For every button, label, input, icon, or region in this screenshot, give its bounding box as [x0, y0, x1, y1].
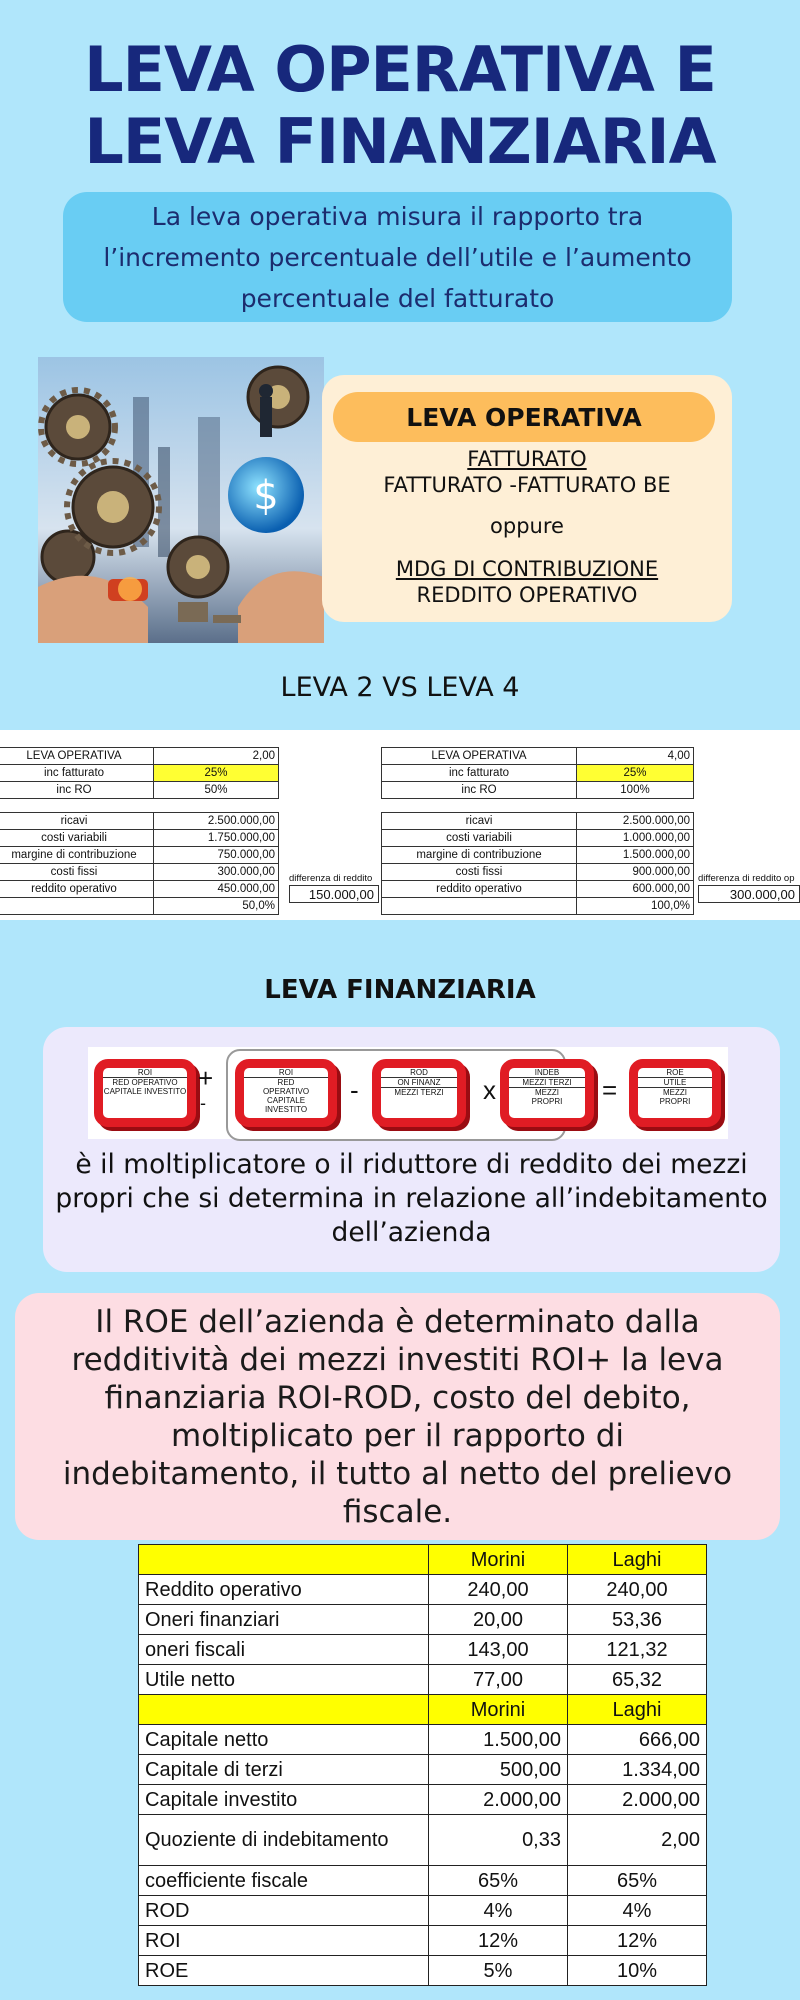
formula-or: oppure [490, 514, 564, 538]
cell: 900.000,00 [577, 864, 694, 881]
table-cell: 2.000,00 [568, 1785, 707, 1815]
cell [382, 898, 577, 915]
table-cell: Oneri finanziari [139, 1605, 429, 1635]
table-cell: Capitale di terzi [139, 1755, 429, 1785]
table-cell: 666,00 [568, 1725, 707, 1755]
table-cell: 1.500,00 [429, 1725, 568, 1755]
table-cell: 10% [568, 1956, 707, 1986]
cell: 50,0% [154, 898, 279, 915]
formula-box-rod [372, 1059, 466, 1127]
cell: LEVA OPERATIVA [0, 748, 154, 765]
formula-minus: - [350, 1075, 359, 1105]
table-cell: Reddito operativo [139, 1575, 429, 1605]
cell: ricavi [382, 813, 577, 830]
leva-finanziaria-heading: LEVA FINANZIARIA [264, 975, 536, 1005]
table-cell: oneri fiscali [139, 1635, 429, 1665]
cell: 2.500.000,00 [154, 813, 279, 830]
cell: 2.500.000,00 [577, 813, 694, 830]
formula-plus: + [198, 1063, 214, 1093]
sheet-2-table [381, 812, 694, 915]
table-cell: 65,32 [568, 1665, 707, 1695]
table-cell: 53,36 [568, 1605, 707, 1635]
sheet-1-diff-value: 150.000,00 [289, 885, 379, 903]
table-cell: ROE [139, 1956, 429, 1986]
formula-text: ON FINANZ [381, 1077, 457, 1087]
roe-comparison-table [138, 1544, 707, 1986]
table-cell: Laghi [568, 1695, 707, 1725]
cell: LEVA OPERATIVA [382, 748, 577, 765]
table-cell: 77,00 [429, 1665, 568, 1695]
table-cell: Utile netto [139, 1665, 429, 1695]
cell: 1.000.000,00 [577, 830, 694, 847]
cell: 25% [577, 765, 694, 782]
formula-text: INDEB [534, 1068, 560, 1077]
formula-text: MEZZI TERZI [509, 1077, 585, 1087]
formula-box-roe [629, 1059, 721, 1127]
title-line-1: LEVA OPERATIVA E [84, 33, 716, 106]
formula-text: MEZZI TERZI [381, 1087, 457, 1097]
table-row [139, 1605, 707, 1635]
table-row [139, 1785, 707, 1815]
cell: 300.000,00 [154, 864, 279, 881]
table-cell: 20,00 [429, 1605, 568, 1635]
gears-business-illustration [38, 357, 324, 643]
table-cell: 65% [429, 1866, 568, 1896]
cell [0, 898, 154, 915]
table-header-row [139, 1545, 707, 1575]
intro-text: La leva operativa misura il rapporto tra l’incremento percentuale dell’utile e l’aumento percentuale del fatturato [103, 201, 692, 313]
table-row [139, 1635, 707, 1665]
table-cell: 1.334,00 [568, 1755, 707, 1785]
table-cell: 4% [568, 1896, 707, 1926]
cell: reddito operativo [0, 881, 154, 898]
cell: 100% [577, 782, 694, 799]
cell: costi variabili [382, 830, 577, 847]
table-cell: ROI [139, 1926, 429, 1956]
sheet-1-summary [0, 747, 279, 799]
cell: 2,00 [154, 748, 279, 765]
cell: ricavi [0, 813, 154, 830]
table-cell: Capitale netto [139, 1725, 429, 1755]
formula-text: PROPRI [659, 1097, 691, 1106]
cell: 100,0% [577, 898, 694, 915]
table-cell: Quoziente di indebitamento [139, 1815, 429, 1866]
page-title [0, 34, 800, 178]
cell: 450.000,00 [154, 881, 279, 898]
formula-box-roi-2 [235, 1059, 337, 1127]
table-row [139, 1575, 707, 1605]
leva-comparison-title: LEVA 2 VS LEVA 4 [280, 672, 520, 703]
formula-equals: = [602, 1075, 618, 1105]
roe-explanation-text: Il ROE dell’azienda è determinato dalla redditività dei mezzi investiti ROI+ la leva finanziaria ROI-ROD, costo del debito, moltiplicato per il rapporto di indebitamento, il tutto al netto del prelievo fiscale. [62, 1303, 733, 1530]
table-row [139, 1866, 707, 1896]
table-cell: 12% [568, 1926, 707, 1956]
table-row [139, 1665, 707, 1695]
sheet-1-table [0, 812, 279, 915]
table-cell: Morini [429, 1545, 568, 1575]
formula2-numerator: MDG DI CONTRIBUZIONE [395, 557, 659, 581]
table-cell: 240,00 [568, 1575, 707, 1605]
table-cell: 0,33 [429, 1815, 568, 1866]
table-row [139, 1755, 707, 1785]
cell: 750.000,00 [154, 847, 279, 864]
formula-text: ROI [278, 1068, 294, 1077]
formula-text: ROD [410, 1068, 428, 1077]
leva-operativa-heading-text: LEVA OPERATIVA [406, 402, 642, 432]
table-cell: 5% [429, 1956, 568, 1986]
formula-text: MEZZI [509, 1087, 585, 1097]
cell: 4,00 [577, 748, 694, 765]
leva-operativa-heading [333, 392, 715, 442]
cell: 1.500.000,00 [577, 847, 694, 864]
table-cell: 500,00 [429, 1755, 568, 1785]
table-row [139, 1815, 707, 1866]
table-cell: 4% [429, 1896, 568, 1926]
spreadsheet-comparison [0, 730, 800, 920]
title-line-2: LEVA FINANZIARIA [84, 105, 716, 178]
cell: costi fissi [0, 864, 154, 881]
formula-text: RED OPERATIVO [103, 1077, 187, 1087]
formula-box-roi [94, 1059, 196, 1127]
formula-text: INVESTITO [264, 1105, 308, 1114]
table-cell: 65% [568, 1866, 707, 1896]
cell: margine di contribuzione [382, 847, 577, 864]
formula-times: x [483, 1075, 496, 1105]
cell: 600.000,00 [577, 881, 694, 898]
table-cell: 121,32 [568, 1635, 707, 1665]
table-row [139, 1896, 707, 1926]
intro-box [63, 192, 732, 322]
table-row [139, 1926, 707, 1956]
table-header-row [139, 1695, 707, 1725]
table-cell: ROD [139, 1896, 429, 1926]
cell: costi variabili [0, 830, 154, 847]
table-cell: Capitale investito [139, 1785, 429, 1815]
leva-finanziaria-description: è il moltiplicatore o il riduttore di reddito dei mezzi propri che si determina in relazione all’indebitamento dell’azienda [55, 1149, 768, 1248]
cell: inc fatturato [0, 765, 154, 782]
roe-explanation-card [15, 1293, 780, 1540]
cell: 50% [154, 782, 279, 799]
table-cell [139, 1545, 429, 1575]
formula2-denominator: REDDITO OPERATIVO [416, 583, 638, 607]
table-cell: Laghi [568, 1545, 707, 1575]
table-cell: 12% [429, 1926, 568, 1956]
sheet-2-diff-label: differenza di reddito op [698, 873, 795, 884]
formula-text: CAPITALE [266, 1096, 306, 1105]
formula-text: MEZZI [638, 1087, 712, 1097]
formula-box-indebitamento [500, 1059, 594, 1127]
table-cell: 240,00 [429, 1575, 568, 1605]
cell: costi fissi [382, 864, 577, 881]
table-cell: coefficiente fiscale [139, 1866, 429, 1896]
table-cell [139, 1695, 429, 1725]
formula-text: CAPITALE INVESTITO [103, 1087, 187, 1096]
formula-minus-small: - [200, 1093, 206, 1113]
formula-text: UTILE [638, 1077, 712, 1087]
cell: inc RO [382, 782, 577, 799]
cell: reddito operativo [382, 881, 577, 898]
table-row [139, 1956, 707, 1986]
table-row [139, 1725, 707, 1755]
cell: 1.750.000,00 [154, 830, 279, 847]
table-cell: 143,00 [429, 1635, 568, 1665]
cell: margine di contribuzione [0, 847, 154, 864]
table-cell: Morini [429, 1695, 568, 1725]
table-cell: 2,00 [568, 1815, 707, 1866]
sheet-2-diff-value: 300.000,00 [698, 885, 800, 903]
formula-text: ROI [137, 1068, 153, 1077]
formula-text: RED [244, 1077, 328, 1087]
roe-formula-diagram [88, 1047, 728, 1139]
cell: inc fatturato [382, 765, 577, 782]
sheet-1-diff-label: differenza di reddito [289, 873, 373, 884]
formula-text: ROE [666, 1068, 684, 1077]
cell: 25% [154, 765, 279, 782]
svg-text:$: $ [253, 473, 279, 519]
formula-text: PROPRI [531, 1097, 563, 1106]
cell: inc RO [0, 782, 154, 799]
formula1-numerator: FATTURATO [467, 447, 587, 471]
formula1-denominator: FATTURATO -FATTURATO BE [383, 473, 671, 497]
formula-text: OPERATIVO [262, 1087, 310, 1096]
table-cell: 2.000,00 [429, 1785, 568, 1815]
sheet-2-summary [381, 747, 694, 799]
